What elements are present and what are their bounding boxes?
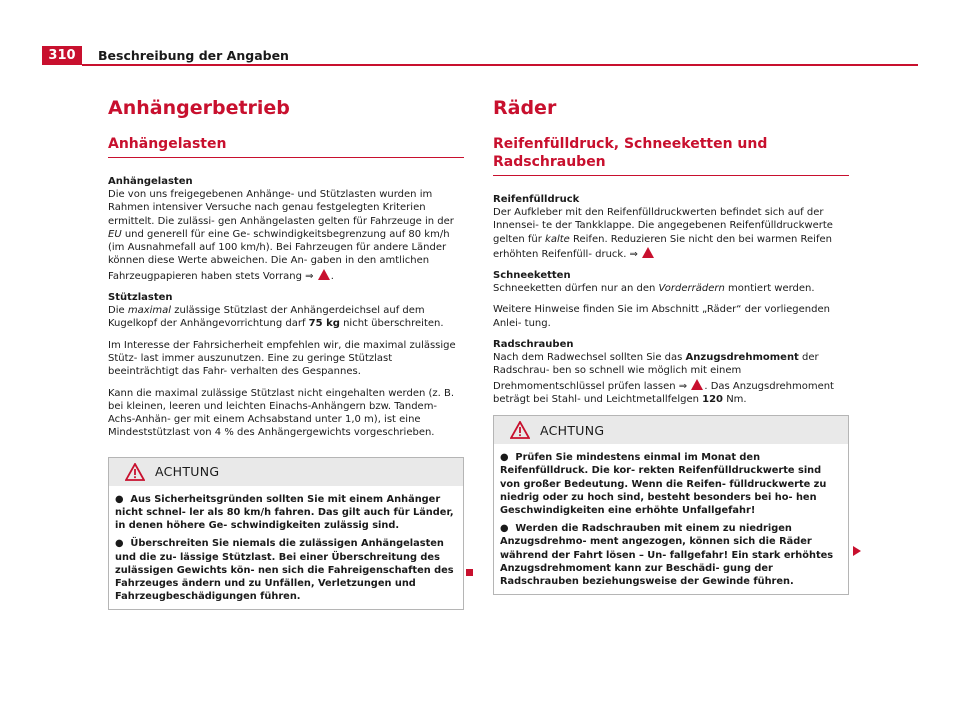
warning-box-header <box>494 416 848 444</box>
warning-item: ● Werden die Radschrauben mit einem zu niedrigen Anzugsdrehmo- ment angezogen, können sich die Räder während der Fahrt lösen – Un- fallgefahr! Ein stark erhöhtes Anzugsdrehmoment kann zur Beschädi- gung der Radschrauben beziehungsweise der Gewinde führen. <box>500 523 834 588</box>
chapter-title-right: Räder <box>493 97 557 119</box>
bullet-icon: ● <box>115 538 124 550</box>
header-title: Beschreibung der Angaben <box>98 48 289 63</box>
subheading-reifenfuelldruck: Reifenfülldruck <box>493 194 580 205</box>
subheading-stuetzlasten: Stützlasten <box>108 292 173 304</box>
warning-triangle-icon[interactable] <box>642 247 654 258</box>
warning-box-right <box>493 415 849 595</box>
chapter-title-left: Anhängerbetrieb <box>108 97 290 119</box>
warning-box-left <box>108 457 464 611</box>
section-title-left: Anhängelasten <box>108 135 464 158</box>
warning-title: ACHTUNG <box>155 464 220 480</box>
warning-triangle-icon[interactable] <box>318 269 330 280</box>
bullet-icon: ● <box>500 452 509 464</box>
page-number: 310 <box>42 46 82 65</box>
left-column <box>108 96 464 610</box>
warning-item: ● Überschreiten Sie niemals die zulässigen Anhängelasten und die zu- lässige Stützlast. Bei einer Überschreitung des zulässigen Gewichts kön- nen sich die Fahreigenschaften des Fahrzeuges ändern und zu Unfällen, Verletzungen und Fahrzeugbeschädigungen führen. <box>115 538 454 603</box>
paragraph-schneeketten: Schneeketten dürfen nur an den Vorderrädern montiert werden. <box>493 283 815 295</box>
subheading-schneeketten: Schneeketten <box>493 270 571 282</box>
header-rule <box>82 64 918 66</box>
continue-arrow-icon[interactable] <box>853 546 861 556</box>
warning-triangle-icon <box>125 463 145 481</box>
section-title-right: Reifenfülldruck, Schneeketten und Radschrauben <box>493 135 849 176</box>
paragraph-weitere-hinweise: Weitere Hinweise finden Sie im Abschnitt „Räder“ der vorliegenden Anlei- tung. <box>493 304 830 329</box>
bullet-icon: ● <box>500 523 509 535</box>
paragraph-fahrsicherheit: Im Interesse der Fahrsicherheit empfehlen wir, die maximal zulässige Stütz- last immer auszunutzen. Eine zu geringe Stützlast beeinträchtigt das Fahr- verhalten des Gespannes. <box>108 339 456 378</box>
warning-triangle-icon[interactable] <box>691 379 703 390</box>
warning-title: ACHTUNG <box>540 422 605 438</box>
paragraph-radschrauben: Nach dem Radwechsel sollten Sie das Anzugsdrehmoment der Radschrau- ben so schnell wie möglich mit einem Drehmomentschlüssel prüfen lassen ⇒ . Das Anzugsdrehmoment beträgt bei Stahl- und Leichtmetallfelgen 120 Nm. <box>493 352 834 405</box>
paragraph-stuetzlasten: Die maximal zulässige Stützlast der Anhängerdeichsel auf dem Kugelkopf der Anhängevorrichtung darf 75 kg nicht überschreiten. <box>108 305 444 330</box>
section-end-icon <box>466 569 473 576</box>
subheading-radschrauben: Radschrauben <box>493 339 574 351</box>
warning-box-header <box>109 458 463 486</box>
bullet-icon: ● <box>115 493 124 505</box>
subheading-anhaengelasten: Anhängelasten <box>108 176 193 187</box>
warning-item: ● Aus Sicherheitsgründen sollten Sie mit einem Anhänger nicht schnel- ler als 80 km/h fahren. Das gilt auch für Länder, in denen höhere Ge- schwindigkeiten zulässig sind. <box>115 493 454 532</box>
paragraph-mindeststuetzlast: Kann die maximal zulässige Stützlast nicht eingehalten werden (z. B. bei kleinen, leeren und leichten Einachs-Anhängern bzw. Tandem-Achs-Anhän- ger mit einem Achsabstand unter 1,0 m), ist eine Mindeststützlast von 4 % des Anhängergewichts vorgeschrieben. <box>108 387 455 439</box>
paragraph-reifenfuelldruck: Der Aufkleber mit den Reifenfülldruckwerten befindet sich auf der Innensei- te der Tankklappe. Die angegebenen Reifenfülldruckwerte gelten für kalte Reifen. Reduzieren Sie nicht den bei warmen Reifen erhöhten Reifenfüll- druck. ⇒ <box>493 207 833 260</box>
warning-triangle-icon <box>510 421 530 439</box>
paragraph-anhaengelasten: Die von uns freigegebenen Anhänge- und Stützlasten wurden im Rahmen intensiver Versuche nach genau festgelegten Kriterien ermittelt. Die zulässi- gen Anhängelasten gelten für Fahrzeuge in der EU und generell für eine Ge- schwindigkeitsbegrenzung auf 80 km/h (im Ausnahmefall auf 100 km/h). Bei Fahrzeugen für andere Länder können diese Werte abweichen. Die An- gaben in den amtlichen Fahrzeugpapieren haben stets Vorrang ⇒ . <box>108 189 454 282</box>
right-column <box>493 96 849 595</box>
warning-item: ● Prüfen Sie mindestens einmal im Monat den Reifenfülldruck. Die kor- rekten Reifenfülldruckwerte sind von großer Bedeutung. Wenn die Reifen- fülldruckwerte zu niedrig oder zu hoch sind, besteht besonders bei ho- hen Geschwindigkeiten eine erhöhte Unfallgefahr! <box>500 452 827 517</box>
